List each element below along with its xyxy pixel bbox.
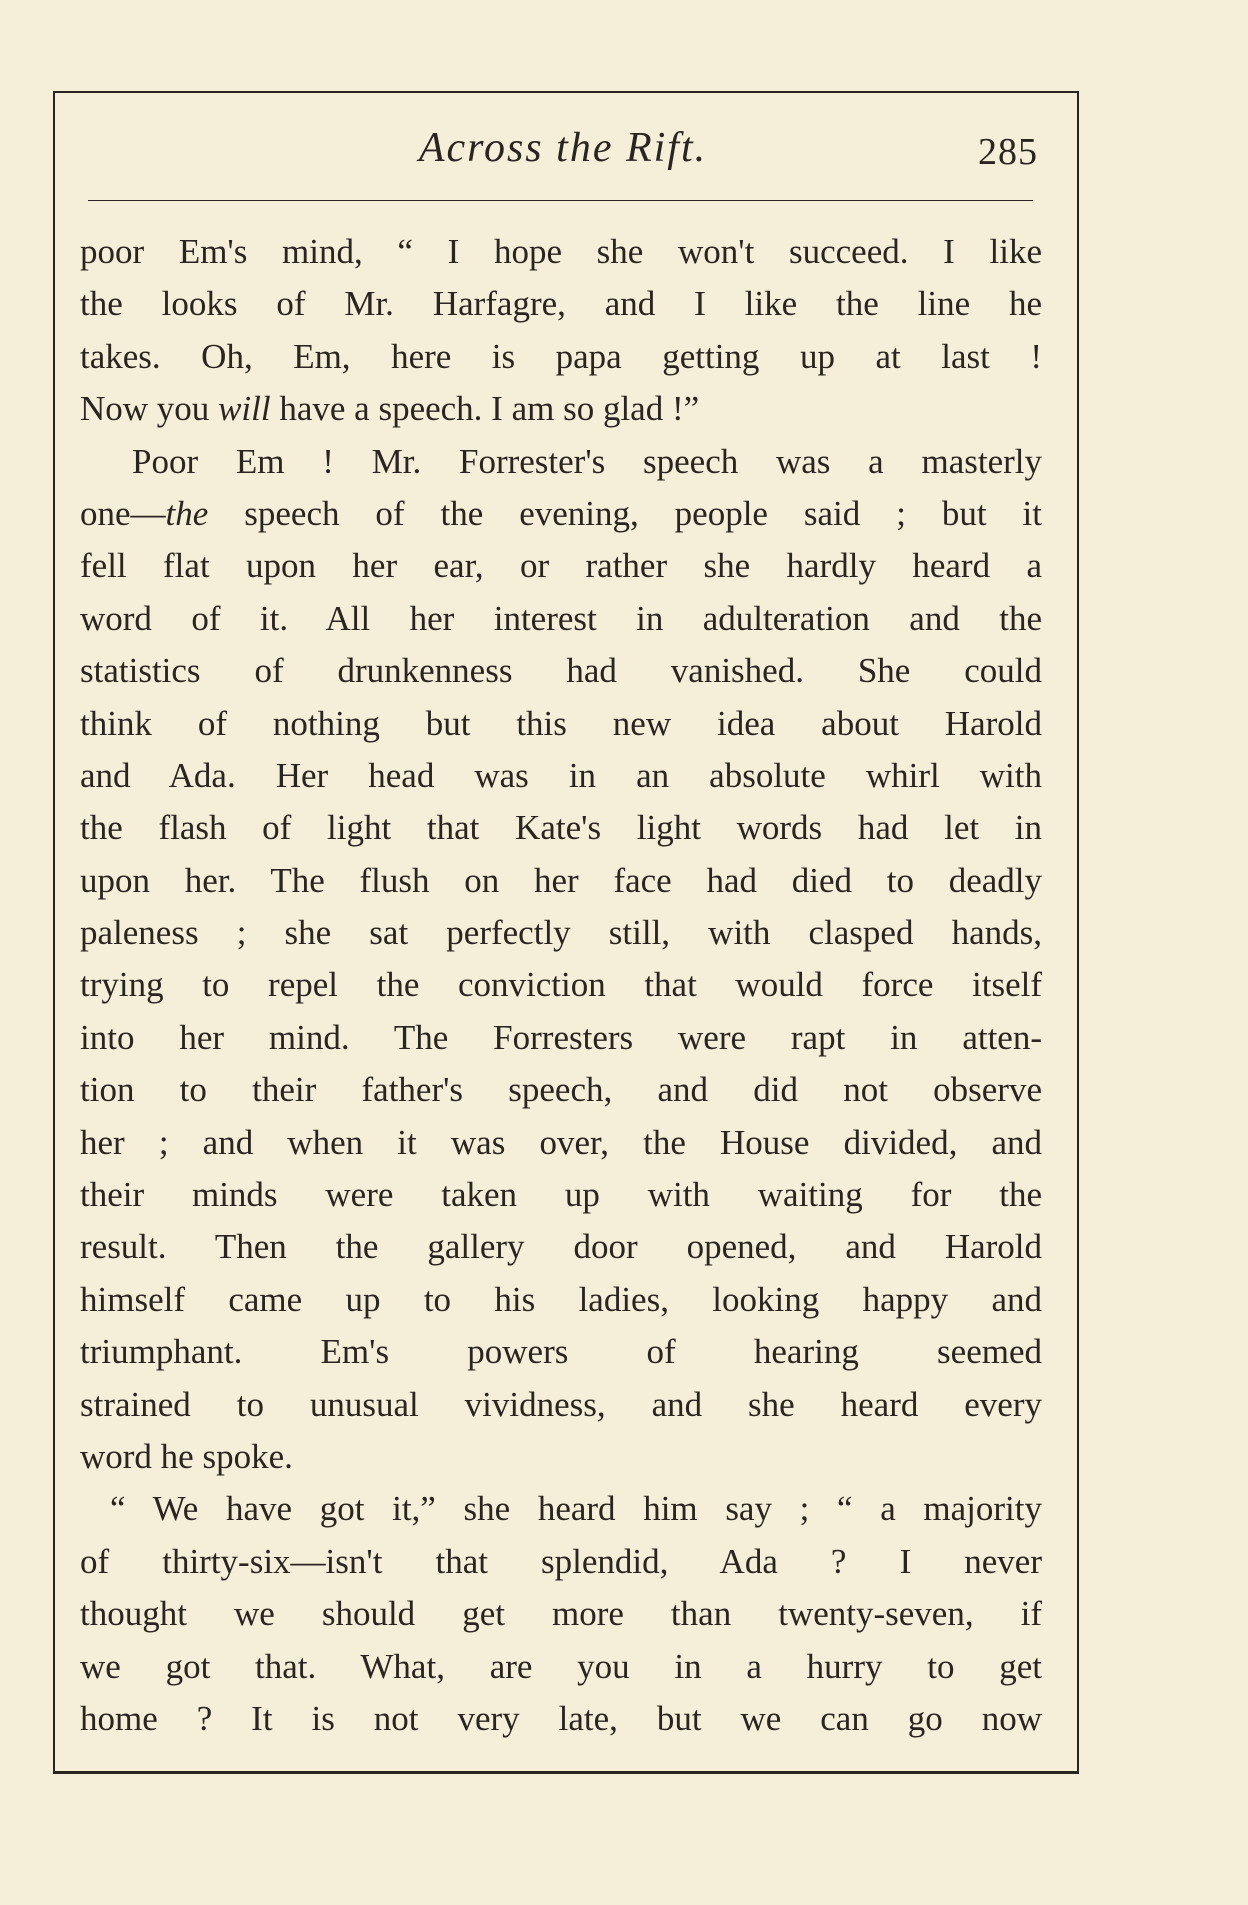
text-segment: speech of the evening, people said ; but it <box>208 493 1042 533</box>
text-line: paleness ; she sat perfectly still, with clasped hands, <box>80 913 1042 953</box>
text-line: we got that. What, are you in a hurry to get <box>80 1646 1042 1686</box>
text-line: himself came up to his ladies, looking happy and <box>80 1279 1042 1319</box>
text-line: into her mind. The Forresters were rapt in atten- <box>80 1017 1042 1057</box>
page-number: 285 <box>978 131 1038 173</box>
text-line: think of nothing but this new idea about Harold <box>80 703 1042 743</box>
text-segment: one— <box>80 493 166 533</box>
text-line: triumphant. Em's powers of hearing seemed <box>80 1332 1042 1372</box>
text-line: upon her. The flush on her face had died to deadly <box>80 860 1042 900</box>
text-line: poor Em's mind, “ I hope she won't succeed. I like <box>80 232 1042 271</box>
italic-word: the <box>165 493 209 533</box>
text-segment: Now you <box>80 389 219 429</box>
text-line: of thirty-six—isn't that splendid, Ada ? I never <box>80 1541 1042 1581</box>
header-rule <box>88 200 1033 201</box>
text-line: home ? It is not very late, but we can go now <box>80 1698 1042 1738</box>
text-line: statistics of drunkenness had vanished. She could <box>80 651 1042 691</box>
text-line: Poor Em ! Mr. Forrester's speech was a masterly <box>132 441 1042 481</box>
italic-word: will <box>218 389 271 429</box>
text-line: strained to unusual vividness, and she heard every <box>80 1384 1042 1424</box>
text-line: word of it. All her interest in adulteration and the <box>80 598 1042 638</box>
text-line: fell flat upon her ear, or rather she hardly heard a <box>80 546 1042 586</box>
text-line: “ We have got it,” she heard him say ; “ a majority <box>110 1489 1042 1529</box>
text-line: her ; and when it was over, the House divided, and <box>80 1122 1042 1162</box>
text-line: trying to repel the conviction that would force itself <box>80 965 1042 1005</box>
text-line: result. Then the gallery door opened, and Harold <box>80 1227 1042 1267</box>
text-segment: have a speech. I am so glad !” <box>270 389 700 429</box>
text-line: tion to their father's speech, and did not observe <box>80 1070 1042 1110</box>
text-line: the flash of light that Kate's light words had let in <box>80 808 1042 848</box>
text-line: takes. Oh, Em, here is papa getting up at last ! <box>80 336 1042 376</box>
text-line: thought we should get more than twenty-seven, if <box>80 1594 1042 1634</box>
text-line: word he spoke. <box>80 1436 293 1476</box>
body-text <box>80 226 1042 1745</box>
text-line: the looks of Mr. Harfagre, and I like the line he <box>80 284 1042 324</box>
page-header <box>88 118 1038 178</box>
text-line: their minds were taken up with waiting for the <box>80 1175 1042 1215</box>
text-line: and Ada. Her head was in an absolute whirl with <box>80 755 1042 795</box>
text-line <box>80 383 1042 435</box>
text-line <box>80 488 1042 540</box>
running-title: Across the Rift. <box>418 125 708 171</box>
